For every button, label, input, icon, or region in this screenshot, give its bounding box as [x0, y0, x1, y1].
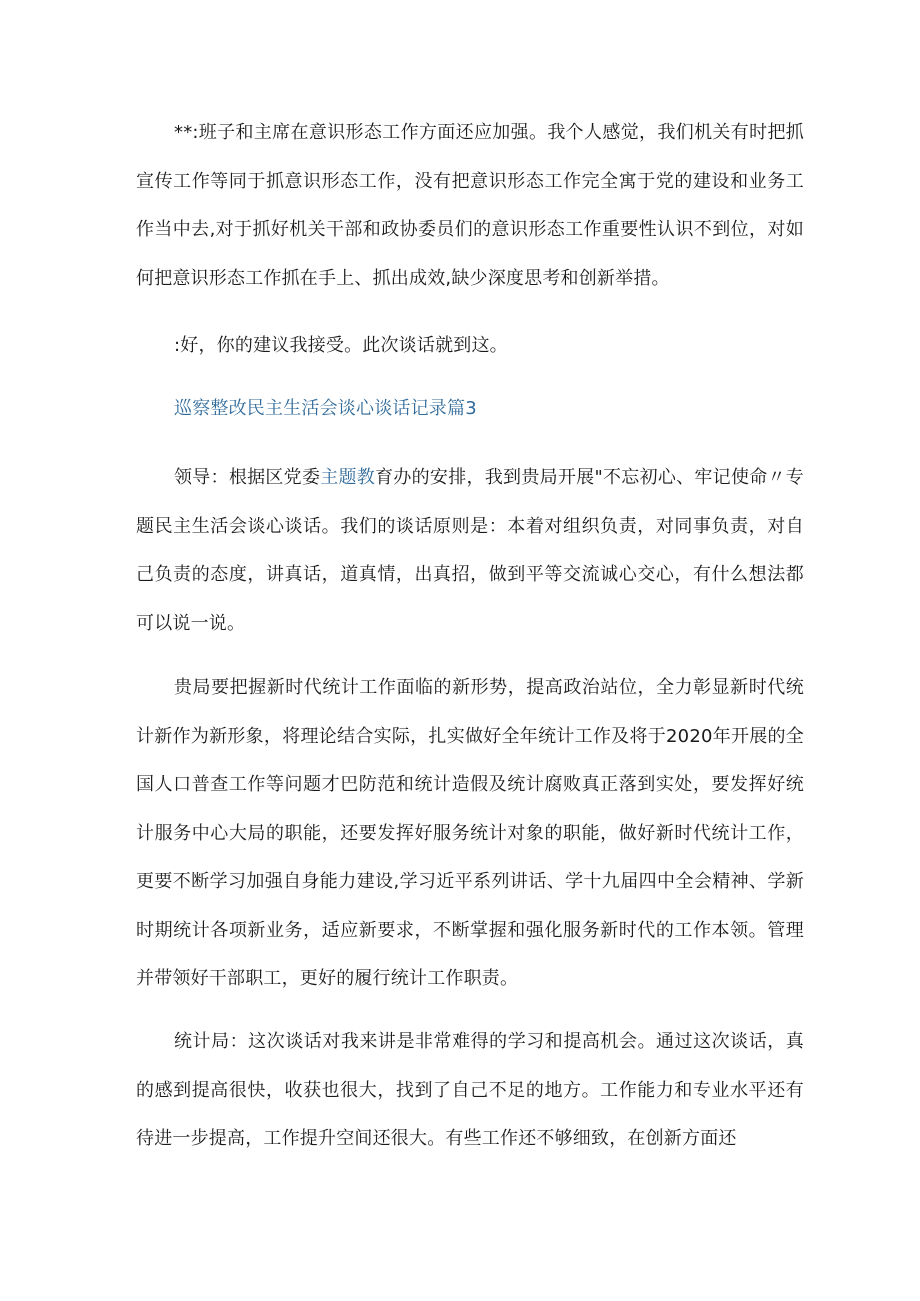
paragraph-statistics-bureau: 统计局：这次谈话对我来讲是非常难得的学习和提高机会。通过这次谈话，真的感到提高很快，收获也很大，找到了自己不足的地方。工作能力和专业水平还有待进一步提高，工作提升空间还很大。有些工作还不够细致，在创新方面还	[136, 1031, 804, 1149]
paragraph-reply: :好，你的建议我接受。此次谈话就到这。	[174, 335, 508, 356]
paragraph-leader-intro	[136, 454, 804, 648]
topic-education-link[interactable]: 主题教	[320, 467, 376, 488]
paragraph-leader-intro-rest: 育办的安排，我到贵局开展"不忘初心、牢记使命〃专题民主生活会谈心谈话。我们的谈话原则是：本着对组织负责，对同事负责，对自己负责的态度，讲真话，道真情，出真招，做到平等交流诚心交心，有什么想法都可以说一说。	[136, 467, 804, 634]
paragraph-leader-guidance: 贵局要把握新时代统计工作面临的新形势，提高政治站位，全力彰显新时代统计新作为新形象，将理论结合实际，扎实做好全年统计工作及将于2020年开展的全国人口普查工作等问题才巴防范和统计造假及统计腐败真正落到实处，要发挥好统计服务中心大局的职能，还要发挥好服务统计对象的职能，做好新时代统计工作，更要不断学习加强自身能力建设,学习近平系列讲话、学十九届四中全会精神、学新时期统计各项新业务，适应新要求，不断掌握和强化服务新时代的工作本领。管理并带领好干部职工，更好的履行统计工作职责。	[136, 677, 804, 989]
paragraph-feedback: **:班子和主席在意识形态工作方面还应加强。我个人感觉，我们机关有时把抓宣传工作等同于抓意识形态工作，没有把意识形态工作完全寓于党的建设和业务工作当中去,对于抓好机关干部和政协委员们的意识形态工作重要性认识不到位，对如何把意识形态工作抓在手上、抓出成效,缺少深度思考和创新举措。	[136, 122, 804, 289]
paragraph-leader-intro-start: 领导：根据区党委	[174, 467, 321, 488]
section-heading: 巡察整改民主生活会谈心谈话记录篇3	[174, 398, 477, 419]
